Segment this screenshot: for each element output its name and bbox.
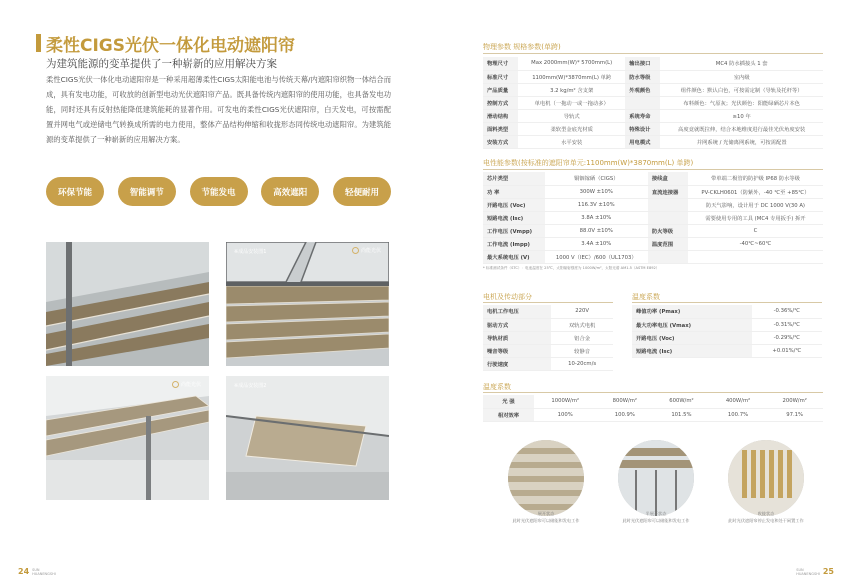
product-param-row: [483, 135, 823, 148]
electrical-param-row: [483, 224, 823, 237]
left-page-number: [18, 567, 56, 576]
caption-title: 半展开状态: [645, 511, 667, 516]
irradiance-header-row: [483, 395, 823, 408]
product-param-row: [483, 122, 823, 135]
stc-note: * 标准测试条件（STC）：电池温度在 25℃，太阳辐射强度为 1000W/m²，太阳光谱 AM1.5（ASTM E892）: [483, 266, 660, 270]
divider: [483, 392, 823, 393]
divider: [483, 53, 823, 54]
param-label: 行驶速度: [483, 357, 551, 370]
param-label: 噪音等级: [483, 344, 551, 357]
divider: [483, 302, 613, 303]
param-label: 驱动方式: [483, 318, 551, 331]
photo-label-2: ※成品安装图2: [234, 383, 267, 389]
motor-row: [483, 305, 613, 318]
motor-row: [483, 344, 613, 357]
param-label: [648, 211, 688, 224]
electrical-param-row: [483, 250, 823, 263]
param-label: 物理尺寸: [483, 57, 518, 70]
param-value: 3.8A ±10%: [545, 211, 648, 224]
irradiance-value: 101.5%: [653, 408, 710, 421]
param-value: 300W ±10%: [545, 185, 648, 198]
param-value: C: [688, 224, 823, 237]
irradiance-header: 200W/m²: [766, 395, 823, 408]
brand-logo: [352, 247, 381, 254]
param-value: +0.01%/℃: [752, 344, 822, 357]
param-label: 安装方式: [483, 135, 518, 148]
param-label: 防水等级: [625, 70, 660, 83]
page-title: 柔性CIGS光伏一体化电动遮阳帘: [46, 36, 295, 56]
motor-row: [483, 331, 613, 344]
page-subtitle: 为建筑能源的变革提供了一种崭新的应用解决方案: [46, 58, 277, 70]
param-value: 铜铟镓硒（CIGS）: [545, 172, 648, 185]
param-label: 控制方式: [483, 96, 518, 109]
motor-row: [483, 357, 613, 370]
param-label: 开路电压 (Voc): [483, 198, 545, 211]
param-label: 温度范围: [648, 237, 688, 250]
param-value: 较静音: [551, 344, 613, 357]
param-value: -0.29%/℃: [752, 331, 822, 344]
logo-text: 尚能光伏: [180, 382, 201, 388]
caption-folded: [706, 510, 826, 524]
param-label: 工作电压 (Vmpp): [483, 224, 545, 237]
badge-durable: 轻便耐用: [333, 177, 391, 206]
param-label: 导轨材质: [483, 331, 551, 344]
param-value: 水平安装: [518, 135, 625, 148]
irradiance-value: 97.1%: [766, 408, 823, 421]
param-label: 芯片类型: [483, 172, 545, 185]
product-param-row: [483, 83, 823, 96]
param-value: -40℃~60℃: [688, 237, 823, 250]
param-value: 88.0V ±10%: [545, 224, 648, 237]
temperature-table: [632, 305, 822, 358]
badge-eco: 环保节能: [46, 177, 104, 206]
caption-text: 此时光伏遮阳帘停止发电和处于闲置工作: [728, 518, 804, 523]
param-label: 最大系统电压 (V): [483, 250, 545, 263]
param-value: PV-CKLH0601（防紫外，-40 ℃至 +85℃）: [688, 185, 823, 198]
param-value: 室内级: [660, 70, 823, 83]
param-label: 输出接口: [625, 57, 660, 70]
temperature-title: 温度系数: [632, 293, 660, 301]
param-label: 滑动结构: [483, 109, 518, 122]
param-label: 特殊设计: [625, 122, 660, 135]
param-value: 柔软型金底光材质: [518, 122, 625, 135]
param-label: 工作电流 (Impp): [483, 237, 545, 250]
temperature-row: [632, 344, 822, 357]
install-photo-4: [226, 376, 389, 500]
param-label: 用电模式: [625, 135, 660, 148]
electrical-param-row: [483, 185, 823, 198]
install-photo-3: [46, 376, 209, 500]
param-value: 组件颜色：默认白色，可按需定制（导轨及托杆等）: [660, 83, 823, 96]
param-label: 短路电流 (Isc): [632, 344, 752, 357]
electrical-param-row: [483, 198, 823, 211]
electrical-param-row: [483, 237, 823, 250]
electrical-params-table: [483, 172, 823, 264]
temperature-row: [632, 318, 822, 331]
product-param-row: [483, 109, 823, 122]
param-value: 3.2 kg/m² 含支架: [518, 83, 625, 96]
state-photo-expanded: [508, 440, 584, 516]
feature-badges: [46, 177, 391, 206]
param-value: 1100mm(W)*3870mm(L) 单跨: [518, 70, 625, 83]
divider: [632, 302, 822, 303]
param-value: 防天气影响，设计用于 DC 1000 V(30 A): [688, 198, 823, 211]
param-label: 最大功率电压 (Vmax): [632, 318, 752, 331]
param-value: 高度竟就既拉伸，结合本地维度进行最佳光伏角度安装: [660, 122, 823, 135]
state-photo-folded: [728, 440, 804, 516]
logo-icon: [172, 381, 179, 388]
irradiance-table: [483, 395, 823, 422]
param-value: 3.4A ±10%: [545, 237, 648, 250]
brand-logo-2: [172, 381, 201, 388]
param-label: 功 率: [483, 185, 545, 198]
product-params-table: [483, 57, 823, 149]
footer-brand: SUN HUANENGSHI: [796, 568, 820, 576]
param-value: 布料颜色：气原灰；光伏颜色：阳能绿硒芯片本色: [660, 96, 823, 109]
right-page-number: [796, 567, 834, 576]
intro-paragraph: 柔性CIGS光伏一体化电动遮阳帘是一种采用超薄柔性CIGS太阳能电池与传统天幕/内遮阳帘织物一体结合而成，具有发电功能，可收放的创新型电动光伏遮阳帘产品。既具备传统内遮阳帘的使用功能，也具备发电功能，同时还具有反射热能降低建筑能耗的显著作用。可发电的柔性CIGS光伏遮阳帘，白天发电，可按需配置并网电气或逆储电气转换成所需的电力使用，整体产品结构伸缩和收拢形态同传统电动遮阳帘。为建筑能源的变革提供了一种崭新的应用解决方案。: [46, 75, 391, 144]
electrical-params-title: 电性能参数(按标准的遮阳帘单元:1100mm(W)*3870mm(L) 单跨): [483, 159, 694, 167]
electrical-param-row: [483, 211, 823, 224]
logo-text: 尚能光伏: [360, 248, 381, 254]
param-label: 直流连接器: [648, 185, 688, 198]
param-label: 面料类型: [483, 122, 518, 135]
logo-icon: [352, 247, 359, 254]
param-value: 116.3V ±10%: [545, 198, 648, 211]
param-value: MC4 防水插接头 1 套: [660, 57, 823, 70]
photo-label-1: ※成品安装图1: [234, 249, 267, 255]
param-label: [648, 198, 688, 211]
param-label: 短路电流 (Isc): [483, 211, 545, 224]
state-photo-half: [618, 440, 694, 516]
param-value: 10-20cm/s: [551, 357, 613, 370]
irradiance-value-row: [483, 408, 823, 421]
param-label: 外观颜色: [625, 83, 660, 96]
irradiance-header: 400W/m²: [710, 395, 767, 408]
motor-table: [483, 305, 613, 371]
irradiance-value: 100.9%: [597, 408, 654, 421]
product-param-row: [483, 57, 823, 70]
irradiance-header: 800W/m²: [597, 395, 654, 408]
param-label: 接线盒: [648, 172, 688, 185]
param-value: 单电机（一拖动一或一拖动多）: [518, 96, 625, 109]
install-photo-2: [226, 242, 389, 366]
param-value: -0.31%/℃: [752, 318, 822, 331]
param-value: -0.36%/℃: [752, 305, 822, 318]
irradiance-value: 相对效率: [483, 408, 534, 421]
product-param-row: [483, 70, 823, 83]
param-label: 防火等级: [648, 224, 688, 237]
temperature-row: [632, 305, 822, 318]
divider: [483, 169, 823, 170]
title-accent-bar: [36, 34, 41, 52]
install-photo-1: [46, 242, 209, 366]
param-value: 220V: [551, 305, 613, 318]
caption-text: 此时光伏遮阳帘可以储能和发电工作: [622, 518, 690, 523]
caption-expanded: [486, 510, 606, 524]
param-label: 峰值功率 (Pmax): [632, 305, 752, 318]
param-label: [625, 96, 660, 109]
page-number-text: 24: [18, 567, 30, 576]
badge-power: 节能发电: [190, 177, 248, 206]
param-value: ≥10 年: [660, 109, 823, 122]
param-value: 双轨式电机: [551, 318, 613, 331]
motor-title: 电机及传动部分: [483, 293, 532, 301]
param-label: 产品质量: [483, 83, 518, 96]
irradiance-header: 1000W/m²: [534, 395, 597, 408]
caption-half: [596, 510, 716, 524]
caption-text: 此时光伏遮阳帘可以储能和发电工作: [512, 518, 580, 523]
product-param-row: [483, 96, 823, 109]
param-label: 系统寿命: [625, 109, 660, 122]
param-value: 需要使用专用的工具 (MC4 专用扳手) 拆开: [688, 211, 823, 224]
param-value: 导轨式: [518, 109, 625, 122]
param-value: 1000 V（IEC）/600（UL1703）: [545, 250, 648, 263]
param-label: 标准尺寸: [483, 70, 518, 83]
badge-shading: 高效遮阳: [261, 177, 319, 206]
motor-row: [483, 318, 613, 331]
param-label: [648, 250, 688, 263]
badge-smart: 智能调节: [118, 177, 176, 206]
irradiance-value: 100%: [534, 408, 597, 421]
param-value: 带单端二极管的防护级 IP68 防水等级: [688, 172, 823, 185]
param-value: Max 2000mm(W)* 5700mm(L): [518, 57, 625, 70]
footer-brand: SUN HUANENGSHI: [32, 568, 56, 576]
param-label: 开路电压 (Voc): [632, 331, 752, 344]
irradiance-value: 100.7%: [710, 408, 767, 421]
param-label: 电机工作电压: [483, 305, 551, 318]
param-value: 铝合金: [551, 331, 613, 344]
param-value: [688, 250, 823, 263]
caption-title: 收拢状态: [757, 511, 775, 516]
page-number-text: 25: [822, 567, 834, 576]
temperature-row: [632, 331, 822, 344]
irradiance-header: 光 强: [483, 395, 534, 408]
caption-title: 展开状态: [537, 511, 555, 516]
irradiance-header: 600W/m²: [653, 395, 710, 408]
product-params-title: 物理参数 规格参数(单跨): [483, 43, 561, 51]
param-value: 并网系统 / 光储离网系统，可按需配置: [660, 135, 823, 148]
irradiance-title: 温度系数: [483, 383, 511, 391]
electrical-param-row: [483, 172, 823, 185]
